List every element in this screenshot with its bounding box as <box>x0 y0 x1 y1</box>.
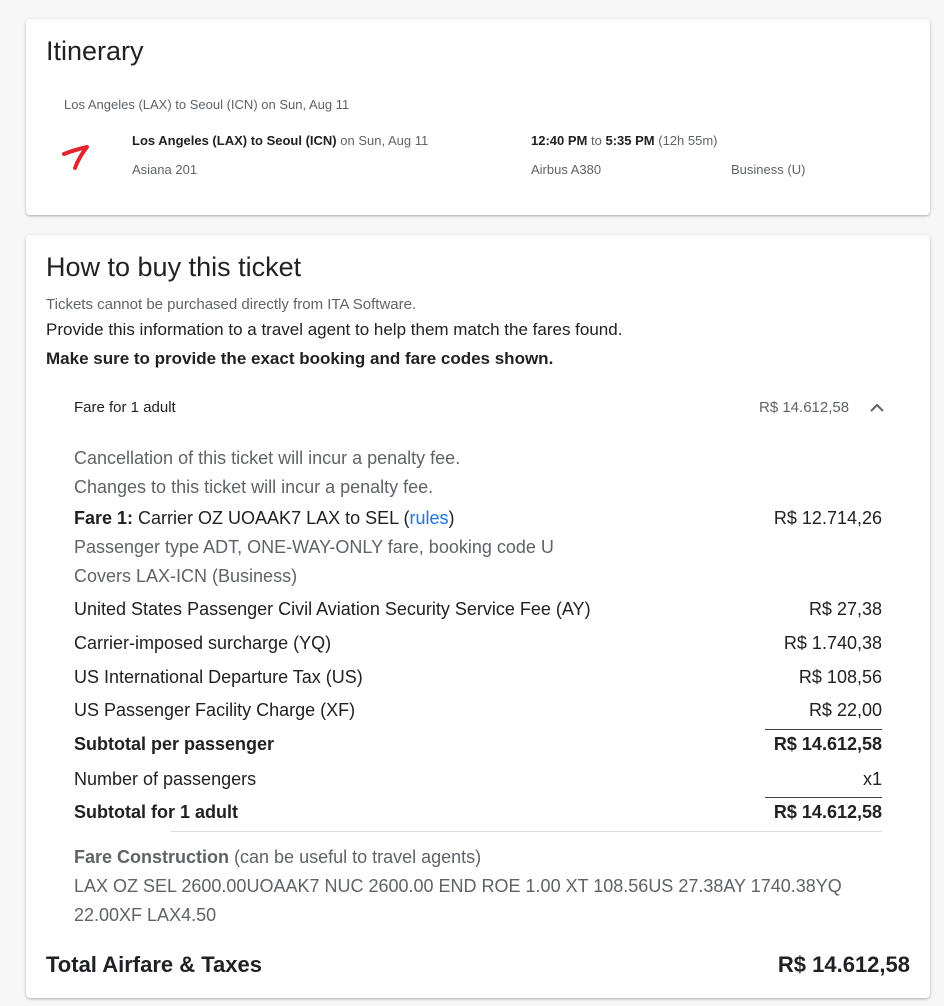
tax-label: US International Departure Tax (US) <box>74 667 363 687</box>
fare1-desc-end: ) <box>448 508 455 528</box>
fare-construction-line2: 22.00XF LAX4.50 <box>74 905 217 925</box>
flight-airline: Asiana 201 <box>132 162 198 177</box>
fare-header-price: R$ 14.612,58 <box>759 399 850 416</box>
itinerary-title: Itinerary <box>46 36 144 66</box>
tax-price: R$ 1.740,38 <box>783 633 882 653</box>
arrive-time: 5:35 PM <box>605 133 655 148</box>
fare1-line <box>74 508 454 529</box>
fare-header-label: Fare for 1 adult <box>74 399 176 416</box>
aircraft: Airbus A380 <box>531 162 602 177</box>
tax-label: United States Passenger Civil Aviation Security Service Fee (AY) <box>74 599 591 619</box>
agent-instruction: Provide this information to a travel agent to help them match the fares found. <box>46 320 623 339</box>
itinerary-card <box>26 19 930 215</box>
num-passengers-label: Number of passengers <box>74 769 257 789</box>
fare-construction-line1: LAX OZ SEL 2600.00UOAAK7 NUC 2600.00 END ROE 1.00 XT 108.56US 27.38AY 1740.38YQ <box>74 876 842 896</box>
purchase-note: Tickets cannot be purchased directly from ITA Software. <box>46 296 417 313</box>
flight-route-label: Los Angeles (LAX) to Seoul (ICN) <box>132 133 337 148</box>
penalty-change: Changes to this ticket will incur a penalty fee. <box>74 477 434 497</box>
flight-times <box>531 133 717 148</box>
chevron-up-icon[interactable] <box>868 401 886 415</box>
fare1-price: R$ 12.714,26 <box>773 508 882 528</box>
tax-price: R$ 27,38 <box>808 599 882 619</box>
fare1-label: Fare 1: <box>74 508 134 528</box>
fare1-passenger-type: Passenger type ADT, ONE-WAY-ONLY fare, booking code U <box>74 537 554 557</box>
flight-date: on Sun, Aug 11 <box>340 133 429 148</box>
flight-route <box>132 133 428 148</box>
trip-summary: Los Angeles (LAX) to Seoul (ICN) on Sun, Aug 11 <box>64 97 350 112</box>
total-price: R$ 14.612,58 <box>777 952 910 977</box>
penalty-cancel: Cancellation of this ticket will incur a penalty fee. <box>74 448 461 468</box>
tax-label: US Passenger Facility Charge (XF) <box>74 700 356 720</box>
time-separator: to <box>591 133 602 148</box>
fare-construction-hint: (can be useful to travel agents) <box>234 847 482 867</box>
tax-price: R$ 22,00 <box>808 700 882 720</box>
airline-logo-icon <box>62 143 92 173</box>
subtotal-adult-label: Subtotal for 1 adult <box>74 802 238 822</box>
depart-time: 12:40 PM <box>531 133 588 148</box>
subtotal-per-passenger-price: R$ 14.612,58 <box>773 734 882 754</box>
flight-duration: (12h 55m) <box>658 133 718 148</box>
fare-construction-label: Fare Construction <box>74 847 230 867</box>
fare1-coverage: Covers LAX-ICN (Business) <box>74 566 298 586</box>
section-divider <box>171 831 882 832</box>
fare1-desc: Carrier OZ UOAAK7 LAX to SEL ( <box>138 508 410 528</box>
num-passengers-value: x1 <box>862 769 882 789</box>
how-to-buy-title: How to buy this ticket <box>46 252 302 282</box>
cabin-class: Business (U) <box>731 162 806 177</box>
rules-link[interactable]: rules <box>409 508 449 528</box>
tax-price: R$ 108,56 <box>798 667 882 687</box>
subtotal-adult-divider <box>765 797 882 798</box>
how-to-buy-card <box>26 235 930 998</box>
total-label: Total Airfare & Taxes <box>46 952 262 977</box>
tax-label: Carrier-imposed surcharge (YQ) <box>74 633 332 653</box>
subtotal-adult-price: R$ 14.612,58 <box>773 802 882 822</box>
fare-construction-heading <box>74 847 481 868</box>
subtotal-divider <box>765 729 882 730</box>
subtotal-per-passenger-label: Subtotal per passenger <box>74 734 275 754</box>
booking-code-emphasis: Make sure to provide the exact booking and fare codes shown. <box>46 349 554 368</box>
